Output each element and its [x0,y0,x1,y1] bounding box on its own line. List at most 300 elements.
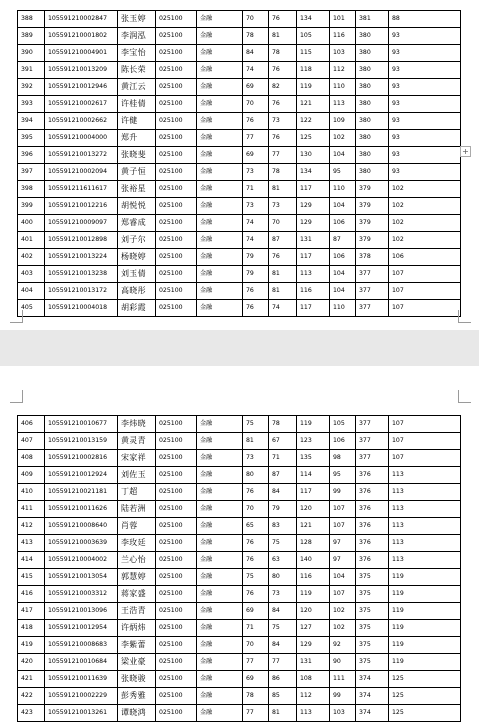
table-cell: 375 [356,569,389,586]
table-row [18,620,461,637]
table-cell: 90 [330,654,356,671]
table-cell: 金融 [197,518,243,535]
table-cell: 梁业豪 [118,654,156,671]
table-cell: 81 [269,266,297,283]
table-cell: 金融 [197,535,243,552]
table-cell: 70 [243,501,269,518]
table-cell: 82 [269,79,297,96]
table-cell: 76 [243,535,269,552]
table-cell: 380 [356,79,389,96]
table-cell: 117 [297,300,330,317]
table-cell: 78 [243,688,269,705]
table-cell: 025100 [156,569,197,586]
table-row [18,671,461,688]
table-cell: 109 [330,113,356,130]
table-cell: 105591210013159 [45,433,118,450]
table-cell: 105591210004018 [45,300,118,317]
table-cell: 金融 [197,28,243,45]
table-cell: 113 [389,518,461,535]
table-cell: 375 [356,637,389,654]
table-cell: 70 [243,96,269,113]
table-cell: 75 [269,620,297,637]
table-cell: 87 [269,232,297,249]
table-cell: 张玉婷 [118,11,156,28]
table-cell: 63 [269,552,297,569]
table-cell: 125 [389,671,461,688]
table-cell: 025100 [156,433,197,450]
table-cell: 金融 [197,433,243,450]
table-cell: 112 [330,62,356,79]
table-cell: 77 [269,654,297,671]
table-cell: 111 [330,671,356,688]
table-cell: 104 [330,569,356,586]
table-cell: 黄江云 [118,79,156,96]
table-cell: 金融 [197,62,243,79]
table-cell: 105591210012924 [45,467,118,484]
table-cell: 105591210013224 [45,249,118,266]
table-cell: 95 [330,467,356,484]
table-row [18,11,461,28]
table-cell: 105591210002816 [45,450,118,467]
table-cell: 101 [330,11,356,28]
table-cell: 74 [243,232,269,249]
table-cell: 77 [243,654,269,671]
table-cell: 刘子尔 [118,232,156,249]
table-cell: 88 [389,11,461,28]
table-cell: 104 [330,283,356,300]
table-cell: 80 [243,467,269,484]
table-cell: 77 [269,147,297,164]
table-cell: 025100 [156,416,197,433]
table-cell: 025100 [156,164,197,181]
table-cell: 胡彩霞 [118,300,156,317]
table-cell: 彭秀雅 [118,688,156,705]
table-cell: 83 [269,518,297,535]
table-cell: 125 [389,705,461,722]
table-cell: 379 [356,198,389,215]
table-cell: 许健 [118,113,156,130]
table-cell: 105591210021181 [45,484,118,501]
table-cell: 422 [18,688,45,705]
table-cell: 119 [297,79,330,96]
table-cell: 025100 [156,130,197,147]
table-row [18,266,461,283]
table-cell: 376 [356,501,389,518]
table-cell: 404 [18,283,45,300]
table-cell: 106 [330,433,356,450]
table-cell: 134 [297,11,330,28]
table-cell: 025100 [156,283,197,300]
table-cell: 025100 [156,181,197,198]
table-cell: 408 [18,450,45,467]
table-cell: 377 [356,266,389,283]
table-cell: 108 [297,671,330,688]
table-cell: 116 [330,28,356,45]
table-cell: 103 [330,705,356,722]
score-table-page-1 [17,10,461,317]
table-cell: 郑睿成 [118,215,156,232]
table-cell: 125 [389,688,461,705]
table-cell: 102 [330,620,356,637]
table-cell: 374 [356,705,389,722]
table-cell: 金融 [197,266,243,283]
table-cell: 121 [297,518,330,535]
table-cell: 129 [297,215,330,232]
table-cell: 129 [297,637,330,654]
table-cell: 025100 [156,603,197,620]
table-cell: 金融 [197,569,243,586]
table-cell: 397 [18,164,45,181]
table-cell: 105591210011626 [45,501,118,518]
table-cell: 405 [18,300,45,317]
table-cell: 金融 [197,232,243,249]
table-cell: 102 [389,198,461,215]
table-cell: 93 [389,164,461,181]
table-cell: 107 [330,586,356,603]
table-cell: 105591210013096 [45,603,118,620]
table-cell: 380 [356,130,389,147]
table-cell: 84 [243,45,269,62]
table-cell: 105591210012954 [45,620,118,637]
table-cell: 106 [330,249,356,266]
table-row [18,113,461,130]
table-cell: 78 [269,164,297,181]
table-cell: 75 [243,416,269,433]
table-cell: 107 [389,266,461,283]
table-cell: 93 [389,96,461,113]
table-cell: 高晓彤 [118,283,156,300]
table-cell: 77 [243,705,269,722]
table-cell: 杨晓婷 [118,249,156,266]
table-cell: 黄灵青 [118,433,156,450]
table-cell: 99 [330,688,356,705]
table-cell: 396 [18,147,45,164]
table-cell: 81 [243,433,269,450]
table-cell: 105591210012216 [45,198,118,215]
table-cell: 105591210011639 [45,671,118,688]
table-cell: 117 [297,484,330,501]
table-cell: 79 [243,249,269,266]
table-cell: 76 [269,96,297,113]
table-cell: 110 [330,300,356,317]
table-cell: 415 [18,569,45,586]
table-cell: 105 [297,28,330,45]
table-cell: 69 [243,79,269,96]
table-cell: 115 [297,45,330,62]
table-cell: 105591210013272 [45,147,118,164]
table-row [18,586,461,603]
table-cell: 79 [269,501,297,518]
table-cell: 412 [18,518,45,535]
table-cell: 107 [330,518,356,535]
table-cell: 73 [243,164,269,181]
table-cell: 025100 [156,232,197,249]
table-cell: 金融 [197,467,243,484]
table-cell: 金融 [197,450,243,467]
table-cell: 张裕星 [118,181,156,198]
table-cell: 117 [297,181,330,198]
table-cell: 421 [18,671,45,688]
table-cell: 81 [269,705,297,722]
add-column-handle-icon[interactable]: + [460,146,471,157]
table-cell: 73 [269,586,297,603]
table-cell: 金融 [197,215,243,232]
table-cell: 李紫蕾 [118,637,156,654]
table-cell: 407 [18,433,45,450]
table-cell: 120 [297,501,330,518]
table-cell: 129 [297,198,330,215]
table-cell: 金融 [197,501,243,518]
table-cell: 84 [269,603,297,620]
table-cell: 389 [18,28,45,45]
table-cell: 93 [389,147,461,164]
table-cell: 025100 [156,79,197,96]
table-cell: 84 [269,637,297,654]
table-cell: 122 [297,113,330,130]
table-cell: 110 [330,181,356,198]
table-cell: 025100 [156,501,197,518]
table-row [18,79,461,96]
table-row [18,433,461,450]
table-cell: 李宝怡 [118,45,156,62]
table-cell: 420 [18,654,45,671]
table-cell: 135 [297,450,330,467]
document-page-1 [0,0,479,330]
table-cell: 113 [297,266,330,283]
table-cell: 400 [18,215,45,232]
table-cell: 025100 [156,113,197,130]
table-cell: 025100 [156,637,197,654]
table-cell: 105591210008640 [45,518,118,535]
table-cell: 374 [356,671,389,688]
table-cell: 69 [243,603,269,620]
table-cell: 119 [389,654,461,671]
table-cell: 76 [243,552,269,569]
score-table-page-2 [17,415,461,722]
table-cell: 394 [18,113,45,130]
table-row [18,96,461,113]
table-cell: 73 [243,450,269,467]
table-cell: 93 [389,113,461,130]
table-row [18,518,461,535]
table-cell: 78 [243,28,269,45]
table-cell: 81 [269,283,297,300]
table-cell: 131 [297,654,330,671]
table-cell: 85 [269,688,297,705]
table-cell: 119 [389,603,461,620]
table-row [18,603,461,620]
table-row [18,535,461,552]
table-cell: 69 [243,671,269,688]
table-cell: 119 [389,586,461,603]
table-cell: 70 [269,215,297,232]
table-cell: 380 [356,28,389,45]
table-cell: 113 [389,535,461,552]
table-cell: 380 [356,62,389,79]
table-row [18,45,461,62]
table-cell: 104 [330,147,356,164]
table-cell: 417 [18,603,45,620]
table-cell: 025100 [156,586,197,603]
table-cell: 81 [269,181,297,198]
table-cell: 398 [18,181,45,198]
table-cell: 102 [389,181,461,198]
table-cell: 75 [269,535,297,552]
table-cell: 423 [18,705,45,722]
table-cell: 377 [356,450,389,467]
table-cell: 025100 [156,688,197,705]
crop-mark-icon [10,390,23,403]
table-cell: 74 [243,215,269,232]
table-cell: 025100 [156,467,197,484]
table-cell: 78 [269,45,297,62]
table-cell: 377 [356,300,389,317]
table-cell: 兰心怡 [118,552,156,569]
table-cell: 80 [269,569,297,586]
table-cell: 388 [18,11,45,28]
crop-mark-icon [458,390,471,403]
table-row [18,232,461,249]
table-cell: 105591210001802 [45,28,118,45]
table-cell: 121 [297,96,330,113]
table-cell: 76 [243,586,269,603]
table-cell: 76 [243,113,269,130]
table-cell: 103 [330,45,356,62]
table-cell: 金融 [197,654,243,671]
table-cell: 107 [389,300,461,317]
table-row [18,501,461,518]
table-cell: 许桂倩 [118,96,156,113]
table-cell: 胡悦悦 [118,198,156,215]
table-cell: 105591210013238 [45,266,118,283]
table-cell: 025100 [156,215,197,232]
table-cell: 025100 [156,62,197,79]
table-cell: 105591210012946 [45,79,118,96]
table-cell: 76 [243,300,269,317]
table-cell: 金融 [197,130,243,147]
table-cell: 76 [269,130,297,147]
table-cell: 金融 [197,181,243,198]
table-cell: 76 [269,62,297,79]
table-cell: 75 [243,569,269,586]
table-cell: 王浩青 [118,603,156,620]
table-cell: 金融 [197,688,243,705]
table-cell: 105591210003639 [45,535,118,552]
table-cell: 金融 [197,671,243,688]
table-cell: 025100 [156,45,197,62]
table-cell: 123 [297,433,330,450]
table-cell: 81 [269,28,297,45]
crop-mark-icon [10,310,23,323]
table-cell: 414 [18,552,45,569]
table-row [18,147,461,164]
table-row [18,484,461,501]
table-cell: 郭慧婷 [118,569,156,586]
table-row [18,467,461,484]
table-cell: 金融 [197,603,243,620]
table-cell: 金融 [197,416,243,433]
table-row [18,552,461,569]
table-cell: 金融 [197,484,243,501]
table-cell: 郑升 [118,130,156,147]
table-cell: 76 [269,11,297,28]
table-cell: 74 [269,300,297,317]
table-cell: 379 [356,215,389,232]
table-cell: 380 [356,113,389,130]
table-cell: 93 [389,45,461,62]
table-cell: 392 [18,79,45,96]
table-cell: 金融 [197,552,243,569]
table-cell: 379 [356,181,389,198]
table-cell: 418 [18,620,45,637]
table-cell: 025100 [156,28,197,45]
table-cell: 107 [389,450,461,467]
table-cell: 406 [18,416,45,433]
table-cell: 402 [18,249,45,266]
table-cell: 黄子恒 [118,164,156,181]
table-cell: 380 [356,45,389,62]
table-row [18,28,461,45]
table-cell: 105591210013261 [45,705,118,722]
table-cell: 金融 [197,249,243,266]
table-cell: 130 [297,147,330,164]
table-cell: 71 [269,450,297,467]
table-cell: 104 [330,198,356,215]
table-cell: 92 [330,637,356,654]
table-cell: 375 [356,586,389,603]
table-cell: 119 [297,586,330,603]
table-cell: 105591210004002 [45,552,118,569]
table-cell: 113 [389,501,461,518]
table-cell: 025100 [156,198,197,215]
table-cell: 127 [297,620,330,637]
table-cell: 87 [269,467,297,484]
table-cell: 419 [18,637,45,654]
table-cell: 105591210013172 [45,283,118,300]
table-cell: 116 [297,283,330,300]
table-cell: 025100 [156,620,197,637]
table-cell: 377 [356,416,389,433]
table-cell: 78 [269,416,297,433]
table-cell: 谭晓鸿 [118,705,156,722]
table-cell: 73 [269,113,297,130]
table-cell: 102 [389,232,461,249]
table-cell: 99 [330,484,356,501]
table-cell: 025100 [156,266,197,283]
table-cell: 84 [269,484,297,501]
table-cell: 金融 [197,586,243,603]
table-cell: 106 [389,249,461,266]
table-cell: 025100 [156,518,197,535]
table-cell: 105591210002847 [45,11,118,28]
table-cell: 113 [389,484,461,501]
table-cell: 025100 [156,552,197,569]
table-cell: 李玫廷 [118,535,156,552]
table-cell: 113 [330,96,356,113]
table-cell: 025100 [156,671,197,688]
table-cell: 399 [18,198,45,215]
table-cell: 金融 [197,113,243,130]
table-cell: 113 [389,467,461,484]
table-cell: 105591210004901 [45,45,118,62]
table-cell: 70 [243,11,269,28]
table-row [18,62,461,79]
table-cell: 97 [330,535,356,552]
table-cell: 025100 [156,654,197,671]
table-cell: 金融 [197,705,243,722]
table-cell: 肖蓉 [118,518,156,535]
table-cell: 76 [269,249,297,266]
